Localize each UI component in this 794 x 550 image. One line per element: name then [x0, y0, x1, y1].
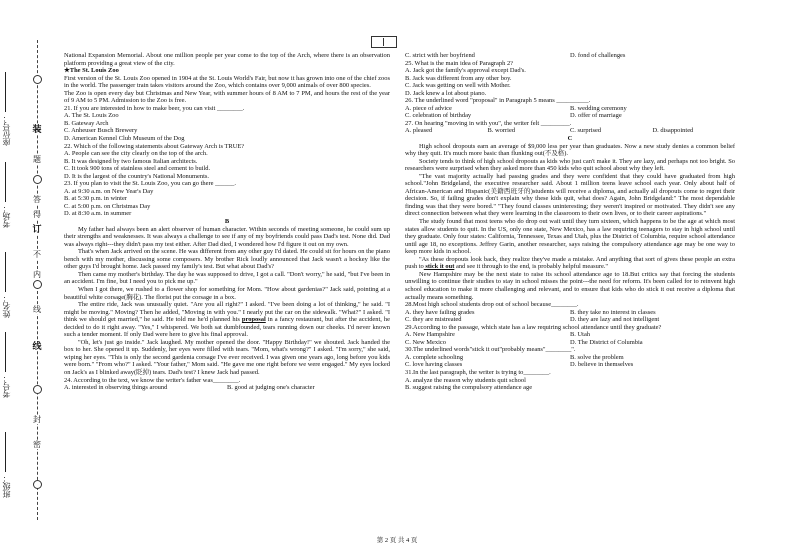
- paragraph: My father had always been an alert observer of human character. Within seconds of meeting someone, he could sum up their strengths and weaknesses. It was always a challenge to see if any of my boyfriends could pass Dad's test. None did. Dad was always right---they didn't pass my test either. After Dad died, I wondered how I'd figure it out on my own.: [64, 225, 390, 248]
- option: C. they are mistreated: [405, 316, 462, 324]
- option: D. Jack knew a lot about piano.: [405, 89, 487, 97]
- paragraph: The Zoo is open every day but Christmas and New Year, with summer hours of 8 AM to 7 PM, and hours the rest of the year of 9 AM to 5 PM. Admission to the Zoo is free.: [64, 89, 390, 105]
- paragraph: Then came my mother's birthday. The day he was supposed to drive, I got a call. "Don't worry," he said, "but I've been in an accident. I'm fine, but I need you to pick me up.": [64, 270, 390, 286]
- option: A. People can see the city clearly on the top of the arch.: [64, 150, 208, 158]
- question: 23. If you plan to visit the St. Louis Zoo, you can go there ______.: [64, 180, 237, 188]
- underlined-word: stick it out: [423, 263, 455, 271]
- option: A. New Hampshire: [405, 331, 455, 339]
- option: A. The St. Louis Zoo: [64, 112, 119, 120]
- seal-char: 不: [33, 250, 41, 259]
- question: 22. Which of the following statements about Gateway Arch is TRUE?: [64, 142, 245, 150]
- option: A. they have failing grades: [405, 308, 475, 316]
- paragraph: That's when Jack arrived on the scene. He was different from any other guy I'd dated. He could sit for hours on the piano bench with my mother, discussing some composers. My brother Rick loudly announced that Jack wasn't a hockey like the other guys I'd brought home. Jack passed my family's test. But what about Dad's?: [64, 248, 390, 271]
- question: 29.According to the passage, which state has a law requiring school attendance until they graduate?: [405, 323, 662, 331]
- right-column: [405, 52, 735, 392]
- bind-mark: 装: [32, 124, 42, 134]
- option: B. good at judging one's character: [227, 384, 315, 392]
- option: D. disappointed: [652, 127, 694, 135]
- binding-hole: [33, 385, 42, 394]
- option-row: [405, 52, 735, 60]
- seal-char: 答: [33, 195, 41, 204]
- binding-hole: [33, 480, 42, 489]
- question: 24. According to the text, we know the writer's father was________.: [64, 376, 241, 384]
- option: B. Gateway Arch: [64, 119, 109, 127]
- option: D. The District of Columbia: [570, 338, 643, 346]
- paragraph: National Expansion Memorial. About one million people per year come to the top of the Arch, where there is an observation platform providing a great view of the city.: [64, 52, 390, 67]
- option: D. fond of challenges: [570, 52, 626, 59]
- option: D. believe in themselves: [570, 361, 634, 369]
- question: 26. The underlined word "proposal" in Paragraph 5 means __________.: [405, 97, 591, 105]
- seal-char: 题: [33, 155, 41, 164]
- option: B. at 5:30 p.m. in winter: [64, 195, 127, 203]
- paragraph: "As these dropouts look back, they realize they've made a mistake. And anything that sort of gives these people an extra push to stick it out and see it through to the end, is probably helpful measure.": [405, 255, 735, 271]
- underlined-word: proposal: [241, 316, 266, 324]
- paragraph: "Oh, let's just go inside." Jack laughed. My mother opened the door. "Happy Birthday!" we shouted. Jack handed the box to her. She opened it up. Suddenly, her eyes were filled with tears. "Mom, what's wrong?" I asked. "I'm sorry," she said, wiping her eyes. "This is only the second gardenia corsage I've ever received. I was given one years ago, long before you kids were born." "From who?" I asked. "Your father," Mom said. "He gave me one right before we were engaged." My eyes locked on Jack's as I blinked away(眨掉) tears. Dad's test? I knew Jack had passed.: [64, 338, 390, 376]
- seal-char: 内: [33, 270, 41, 279]
- paragraph: New Hampshire may be the next state to raise its school attendance age to 18.But critics say that forcing the students unwilling to continue their studies to stay in school misses the point---the need for reform. It's been called for to reinvent high school education to make it more challenging and relevant, and to ensure that kids who do stick it out receive a diploma that actually means something.: [405, 270, 735, 301]
- class-field: 班级：: [2, 430, 16, 498]
- binding-margin: [0, 0, 60, 550]
- option-row: [405, 309, 735, 317]
- section-label: B: [224, 218, 230, 226]
- option: D. It is the largest of the country's National Monuments.: [64, 172, 209, 180]
- seal-char: 线: [33, 305, 41, 314]
- paragraph: First version of the St. Louis Zoo opened in 1904 at the St. Louis World's Fair, but now it has grown into one of the chief zoos in the world. The passenger train takes visitors around the Zoo, which contains over 9,000 animals of over 800 species.: [64, 74, 390, 90]
- question: 21. If you are interested in how to make beer, you can visit ________.: [64, 104, 245, 112]
- option: C. surprised: [570, 127, 602, 135]
- paragraph: When I got there, we rushed to a flower shop for something for Mom. "How about gardenias?" Jack said, pointing at a beautiful white corsage(胸花). The florist put the corsage in a box.: [64, 285, 390, 301]
- room-field: 考场：: [2, 160, 16, 228]
- option: B. suggest raising the compulsory attendance age: [405, 384, 533, 392]
- section-heading: ★The St. Louis Zoo: [64, 67, 119, 75]
- exam-no-field: 考号：: [2, 330, 16, 398]
- paragraph: The study found that most teens who do drop out wait until they turn sixteen, which happens to be the age at which most states allow students to quit. In the US, only one state, New Mexico, has a law requiring teenagers to stay in high school until they graduate. Only four states: California, Tennessee, Texas and Utah, plus the District of Columbia, require school attendance until age 18, no exceptions. Jeffrey Garin, another researcher, says raising the compulsory attendance age may be one way to keep more kids in school.: [405, 218, 735, 256]
- page-marker: [371, 36, 397, 48]
- option: A. at 9:30 a.m. on New Year's Day: [64, 187, 154, 195]
- option-row: [405, 112, 735, 120]
- option-row: [405, 127, 735, 135]
- option: C. New Mexico: [405, 338, 446, 346]
- option: A. Jack got the family's approval except Dad's.: [405, 67, 526, 75]
- option: A. piece of advice: [405, 104, 452, 112]
- binding-hole: [33, 75, 42, 84]
- paragraph: High school dropouts earn an average of $9,000 less per year than graduates. Now a new study denies a common belief why they quit. It's much more basic than flunking out(不及格).: [405, 142, 735, 158]
- bind-mark: 订: [32, 224, 42, 234]
- name-field: 姓名：: [2, 250, 16, 318]
- option: A. pleased: [405, 127, 433, 135]
- page-number: 第 2 页 共 4 页: [376, 537, 418, 544]
- option: D. American Kennel Club Museum of the Dog: [64, 135, 185, 143]
- option: B. they take no interest in classes: [570, 308, 656, 316]
- option: C. Jack was getting on well with Mother.: [405, 82, 511, 90]
- paragraph: "The vast majority actually had passing grades and they were confident that they could have graduated from high school."John Bridgeland, the executive researcher said. About 1 million teens leave school each year. Only about half of African-American and Hispanic(美籍西班牙的)students will receive a diploma, and actually all dropouts come to regret their decision. So, if failing grades don't explain why these kids quit, what does? Again, John Bridgeland:" The most dependable finding was that they were bored." "They found classes uninteresting; they weren't inspired or motivated. They didn't see any direct connection between what they were learning in the classroom to their own lives, or to their career aspirations.": [405, 172, 735, 218]
- option: C. strict with her boyfriend: [405, 52, 475, 59]
- option: B. Jack was different from any other boy.: [405, 74, 512, 82]
- paragraph: The entire ride, Jack was unusually quiet. "Are you all right?" I asked. "I've been doing a lot of thinking," he said. "I might be moving." Moving? Then he added, "Moving in with you." I nearly put the car on the sidewalk. "What?" I asked. "I think we should get married," he said. He told me he'd planned his proposal in a fancy restaurant, but after the accident, he decided to do it right away. "Yes," I whispered. We both sat dumbfounded, tears running down our cheeks. I'd never known such a tender moment. If only Dad were here to give his final approval.: [64, 301, 390, 339]
- question: 27. On hearing "moving in with you", the writer felt _________.: [405, 119, 572, 127]
- option: B. wedding ceremony: [570, 104, 627, 112]
- bind-mark: 线: [32, 341, 42, 351]
- option-row: [405, 105, 735, 113]
- option-row: [64, 384, 390, 392]
- option: D. they are lazy and not intelligent: [570, 316, 660, 324]
- section-label: C: [567, 135, 573, 143]
- option: C. celebration of birthday: [405, 112, 472, 120]
- question: 25. What is the main idea of Paragraph 2?: [405, 59, 514, 67]
- option: B. Utah: [570, 331, 591, 339]
- question: 31.In the last paragraph, the writer is trying to________.: [405, 368, 551, 376]
- paragraph: Society tends to think of high school dropouts as kids who just can't make it. They are lazy, and perhaps not too bright. So researchers were surprised when they asked more than 450 kids who quit school about why they left.: [405, 157, 735, 173]
- option: B. solve the problem: [570, 353, 624, 361]
- option: B. It was designed by two famous Italian architects.: [64, 157, 198, 165]
- option-row: [405, 361, 735, 369]
- option: A. interested in observing things around: [64, 384, 168, 392]
- option: C. Anheuser Busch Brewery: [64, 127, 138, 135]
- option: A. analyze the reason why students quit school: [405, 376, 526, 384]
- seat-field: 座位号：: [2, 70, 16, 146]
- seal-char: 得: [33, 210, 41, 219]
- option-row: [405, 339, 735, 347]
- option-row: [405, 331, 735, 339]
- option: C. love having classes: [405, 361, 463, 369]
- question: 30.The underlined words"stick it out"probably means"________".: [405, 346, 576, 354]
- option-row: [405, 316, 735, 324]
- option: D. offer of marriage: [570, 112, 622, 120]
- left-column: [64, 52, 390, 392]
- option: C. It took 900 tons of stainless steel and cement to build.: [64, 165, 211, 173]
- option: B. worried: [487, 127, 516, 135]
- option: D. at 8:30 a.m. in summer: [64, 210, 132, 218]
- seal-char: 封: [33, 415, 41, 424]
- binding-hole: [33, 280, 42, 289]
- option-row: [405, 354, 735, 362]
- option: C. at 5:00 p.m. on Christmas Day: [64, 202, 151, 210]
- seal-char: 密: [33, 440, 41, 449]
- option: A. complete schooling: [405, 353, 464, 361]
- binding-hole: [33, 175, 42, 184]
- question: 28.Most high school students drop out of school because________.: [405, 301, 579, 309]
